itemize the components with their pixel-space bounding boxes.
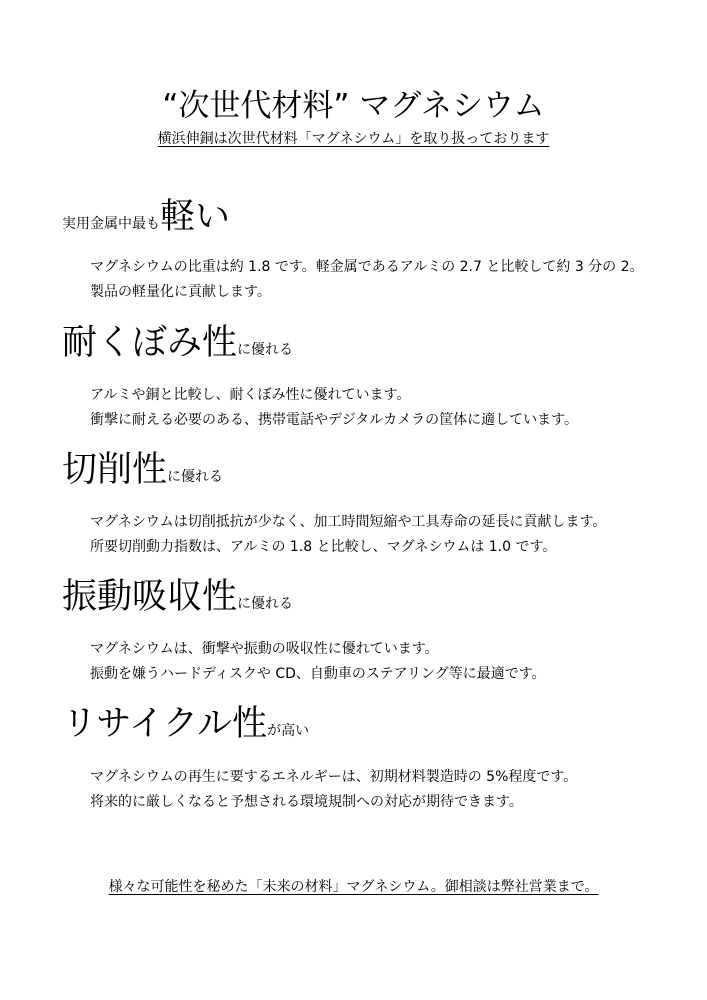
heading-main: リサイクル性 [62,704,268,744]
heading-main: 振動吸収性 [62,577,238,617]
section-heading-machinability [62,450,224,490]
section-body-lightweight [90,255,644,305]
section-heading-dent-resistance [62,323,294,363]
page-title: “次世代材料” マグネシウム [162,88,545,124]
section-body-machinability [90,510,606,560]
page-subtitle [0,128,707,150]
footer-text: 様々な可能性を秘めた「未来の材料」マグネシウム。御相談は弊社営業まで。 [108,879,599,895]
body-line: 衝撃に耐える必要のある、携帯電話やデジタルカメラの筐体に適しています。 [90,412,579,428]
heading-main: 軽い [160,197,231,237]
section-heading-lightweight [62,197,231,237]
footer-note [0,876,707,898]
heading-main: 耐くぼみ性 [62,323,238,363]
heading-suffix: が高い [267,723,310,739]
section-heading-vibration-absorption [62,577,294,617]
body-line: マグネシウムの比重は約 1.8 です。軽金属であるアルミの 2.7 と比較して約 3 分の 2。 [90,259,644,275]
heading-suffix: に優れる [237,342,294,358]
heading-suffix: に優れる [167,469,224,485]
body-line: 製品の軽量化に貢献します。 [90,284,271,300]
body-line: マグネシウムは、衝撃や振動の吸収性に優れています。 [90,641,439,657]
subtitle-text: 横浜伸銅は次世代材料「マグネシウム」を取り扱っております [157,131,550,147]
section-body-recyclability [90,765,577,815]
body-line: マグネシウムは切削抵抗が少なく、加工時間短縮や工具寿命の延長に貢献します。 [90,514,607,530]
section-body-dent-resistance [90,383,578,433]
body-line: 所要切削動力指数は、アルミの 1.8 と比較し、マグネシウムは 1.0 です。 [90,539,557,555]
body-line: 将来的に厳しくなると予想される環境規制への対応が期待できます。 [90,794,523,810]
body-line: アルミや銅と比較し、耐くぼみ性に優れています。 [90,387,411,403]
section-body-vibration-absorption [90,637,546,687]
body-line: 振動を嫌うハードディスクや CD、自動車のステアリング等に最適です。 [90,666,546,682]
body-line: マグネシウムの再生に要するエネルギーは、初期材料製造時の 5%程度です。 [90,769,578,785]
heading-suffix: に優れる [237,596,294,612]
heading-prefix: 実用金属中最も [62,216,160,232]
heading-main: 切削性 [62,450,168,490]
section-heading-recyclability [62,704,310,744]
